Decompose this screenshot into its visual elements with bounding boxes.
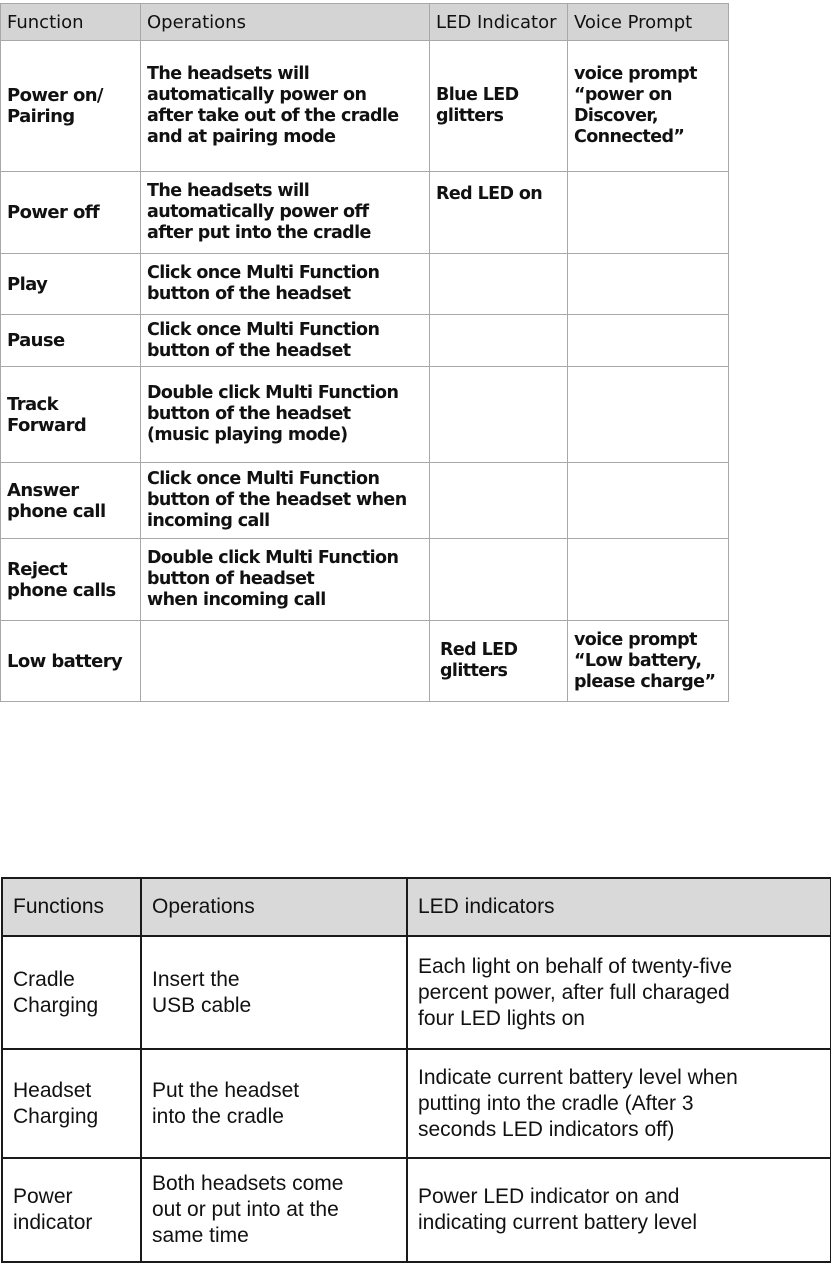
- voice-cell: [568, 172, 729, 254]
- function-cell: Pause: [1, 315, 141, 367]
- function-cell: Track Forward: [1, 367, 141, 463]
- operations-cell: Double click Multi Function button of headset when incoming call: [141, 539, 430, 621]
- operations-cell: Click once Multi Function button of the headset: [141, 315, 430, 367]
- led-cell: Indicate current battery level when putting into the cradle (After 3 seconds LED indicators off): [407, 1049, 831, 1158]
- operations-cell: Double click Multi Function button of the headset (music playing mode): [141, 367, 430, 463]
- function-cell: Power indicator: [2, 1158, 141, 1262]
- header-functions: Functions: [2, 878, 141, 936]
- voice-cell: voice prompt “Low battery, please charge”: [568, 621, 729, 702]
- led-cell: Blue LED glitters: [430, 41, 568, 172]
- table-header-row: [1, 4, 729, 41]
- table-row: [2, 1158, 831, 1262]
- operations-cell: Click once Multi Function button of the headset when incoming call: [141, 463, 430, 539]
- operations-cell: Put the headset into the cradle: [141, 1049, 407, 1158]
- voice-cell: [568, 463, 729, 539]
- function-cell: Answer phone call: [1, 463, 141, 539]
- led-cell: Red LED glitters: [430, 621, 568, 702]
- led-cell: Each light on behalf of twenty-five percent power, after full charaged four LED lights on: [407, 936, 831, 1049]
- operations-cell: [141, 621, 430, 702]
- table-row: [1, 621, 729, 702]
- voice-cell: [568, 367, 729, 463]
- header-led-indicators: LED indicators: [407, 878, 831, 936]
- function-cell: Play: [1, 254, 141, 315]
- operations-cell: The headsets will automatically power on after take out of the cradle and at pairing mode: [141, 41, 430, 172]
- function-cell: Cradle Charging: [2, 936, 141, 1049]
- table-row: [1, 463, 729, 539]
- led-cell: [430, 463, 568, 539]
- table-row: [1, 367, 729, 463]
- voice-cell: [568, 315, 729, 367]
- header-led-indicator: LED Indicator: [430, 4, 568, 41]
- headset-functions-table: [0, 3, 729, 702]
- header-operations: Operations: [141, 878, 407, 936]
- voice-cell: voice prompt “power on Discover, Connected”: [568, 41, 729, 172]
- led-cell: [430, 367, 568, 463]
- led-cell: Power LED indicator on and indicating current battery level: [407, 1158, 831, 1262]
- header-function: Function: [1, 4, 141, 41]
- function-cell: Headset Charging: [2, 1049, 141, 1158]
- header-operations: Operations: [141, 4, 430, 41]
- table-header-row: [2, 878, 831, 936]
- table-row: [1, 41, 729, 172]
- table-row: [1, 315, 729, 367]
- voice-cell: [568, 539, 729, 621]
- function-cell: Power off: [1, 172, 141, 254]
- table-row: [1, 254, 729, 315]
- function-cell: Power on/ Pairing: [1, 41, 141, 172]
- function-cell: Low battery: [1, 621, 141, 702]
- operations-cell: The headsets will automatically power off after put into the cradle: [141, 172, 430, 254]
- led-cell: Red LED on: [430, 172, 568, 254]
- operations-cell: Insert the USB cable: [141, 936, 407, 1049]
- led-cell: [430, 315, 568, 367]
- led-cell: [430, 539, 568, 621]
- table-row: [1, 172, 729, 254]
- header-voice-prompt: Voice Prompt: [568, 4, 729, 41]
- function-cell: Reject phone calls: [1, 539, 141, 621]
- table-row: [1, 539, 729, 621]
- operations-cell: Click once Multi Function button of the headset: [141, 254, 430, 315]
- table-row: [2, 1049, 831, 1158]
- charging-functions-table: [1, 877, 831, 1263]
- led-cell: [430, 254, 568, 315]
- operations-cell: Both headsets come out or put into at the same time: [141, 1158, 407, 1262]
- voice-cell: [568, 254, 729, 315]
- table-row: [2, 936, 831, 1049]
